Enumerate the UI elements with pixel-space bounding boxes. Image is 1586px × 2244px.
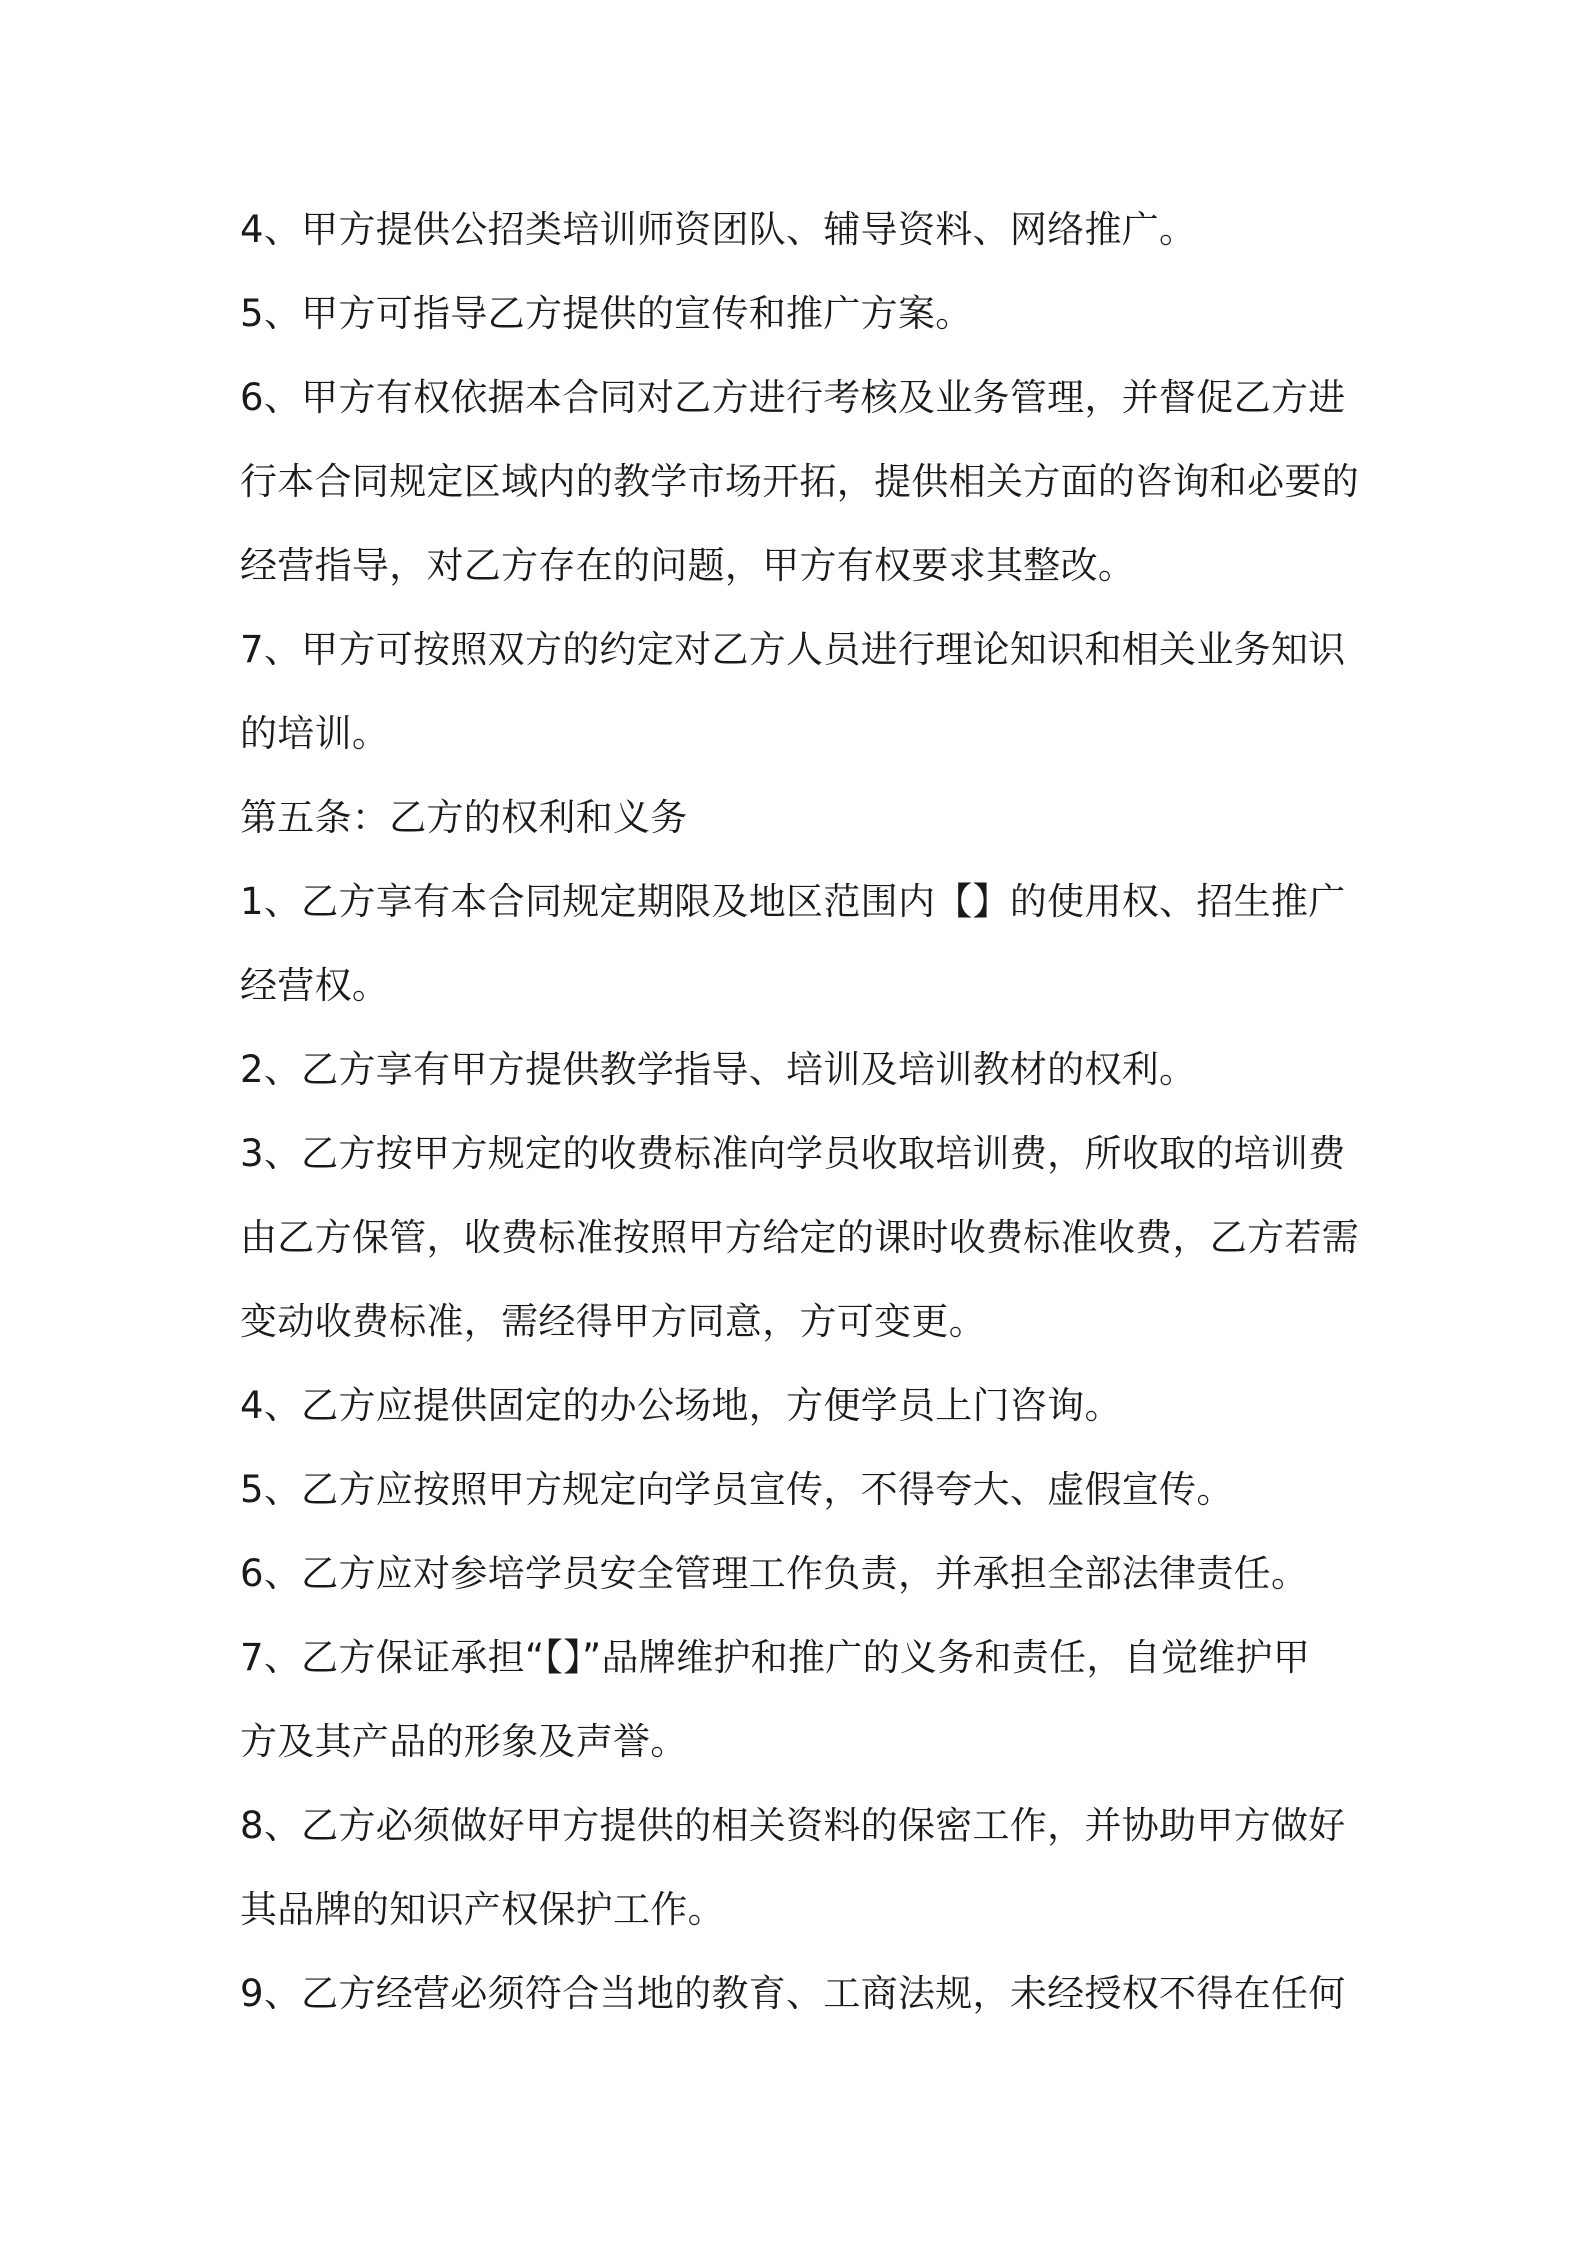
text-line: 6、甲方有权依据本合同对乙方进行考核及业务管理，并督促乙方进 — [240, 376, 1346, 419]
text-line: 9、乙方经营必须符合当地的教育、工商法规，未经授权不得在任何 — [240, 1972, 1346, 2015]
text-line: 2、乙方享有甲方提供教学指导、培训及培训教材的权利。 — [240, 1048, 1197, 1091]
text-line: 3、乙方按甲方规定的收费标准向学员收取培训费，所收取的培训费 — [240, 1132, 1346, 1175]
text-line: 5、乙方应按照甲方规定向学员宣传，不得夸大、虚假宣传。 — [240, 1468, 1234, 1511]
text-line: 7、乙方保证承担“【】”品牌维护和推广的义务和责任，自觉维护甲 — [240, 1636, 1311, 1679]
text-line: 4、乙方应提供固定的办公场地，方便学员上门咨询。 — [240, 1384, 1122, 1427]
text-line: 1、乙方享有本合同规定期限及地区范围内【】的使用权、招生推广 — [240, 880, 1346, 923]
text-line: 方及其产品的形象及声誉。 — [240, 1720, 688, 1763]
text-line: 4、甲方提供公招类培训师资团队、辅导资料、网络推广。 — [240, 208, 1197, 251]
text-line: 由乙方保管，收费标准按照甲方给定的课时收费标准收费，乙方若需 — [240, 1216, 1359, 1259]
text-line: 变动收费标准，需经得甲方同意，方可变更。 — [240, 1300, 986, 1343]
text-line: 经营指导，对乙方存在的问题，甲方有权要求其整改。 — [240, 544, 1136, 587]
text-line: 的培训。 — [240, 712, 390, 755]
document-body — [240, 188, 1360, 2036]
text-line: 其品牌的知识产权保护工作。 — [240, 1888, 725, 1931]
text-line: 经营权。 — [240, 964, 390, 1007]
text-line: 6、乙方应对参培学员安全管理工作负责，并承担全部法律责任。 — [240, 1552, 1309, 1595]
text-line: 8、乙方必须做好甲方提供的相关资料的保密工作，并协助甲方做好 — [240, 1804, 1346, 1847]
section-heading: 第五条：乙方的权利和义务 — [240, 796, 688, 839]
text-line: 行本合同规定区域内的教学市场开拓，提供相关方面的咨询和必要的 — [240, 460, 1359, 503]
text-line: 7、甲方可按照双方的约定对乙方人员进行理论知识和相关业务知识 — [240, 628, 1346, 671]
text-line: 5、甲方可指导乙方提供的宣传和推广方案。 — [240, 292, 973, 335]
